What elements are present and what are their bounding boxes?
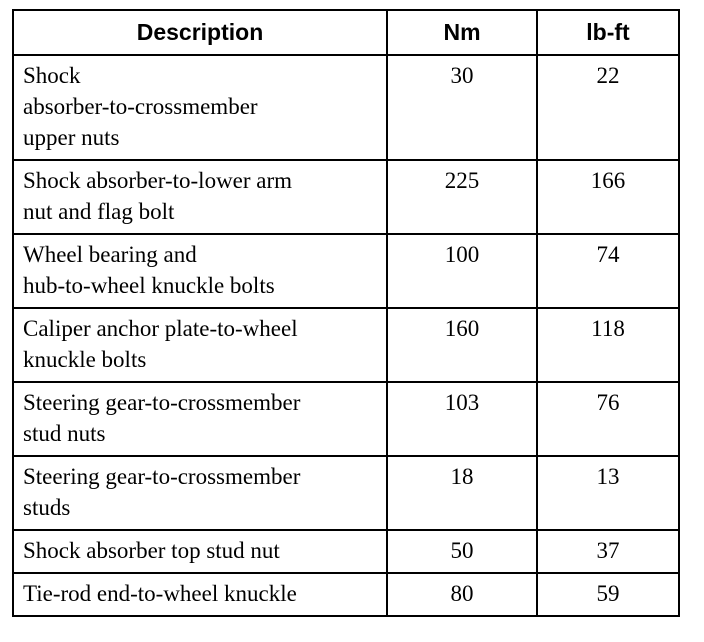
lbft-value: 22: [537, 55, 679, 160]
description-line: knuckle bolts: [23, 347, 147, 372]
header-row: [13, 10, 679, 55]
lbft-value: 59: [537, 573, 679, 616]
description-line: Steering gear-to-crossmember: [23, 390, 301, 415]
description-cell: [13, 456, 387, 530]
table-row: [13, 308, 679, 382]
description-cell: [13, 382, 387, 456]
nm-value: 30: [387, 55, 537, 160]
description-cell: [13, 573, 387, 616]
table-row: [13, 382, 679, 456]
description-line: Wheel bearing and: [23, 242, 197, 267]
nm-value: 18: [387, 456, 537, 530]
lbft-value: 166: [537, 160, 679, 234]
lbft-value: 76: [537, 382, 679, 456]
table-row: [13, 573, 679, 616]
table-row: [13, 456, 679, 530]
nm-value: 160: [387, 308, 537, 382]
description-cell: [13, 55, 387, 160]
description-line: upper nuts: [23, 125, 120, 150]
table-row: [13, 234, 679, 308]
table-row: [13, 530, 679, 573]
description-line: Steering gear-to-crossmember: [23, 464, 301, 489]
description-line: Shock: [23, 63, 81, 88]
torque-spec-table: [12, 9, 680, 617]
header-lbft: lb-ft: [537, 10, 679, 55]
description-line: absorber-to-crossmember: [23, 94, 258, 119]
description-line: Shock absorber-to-lower arm: [23, 168, 293, 193]
header-nm: Nm: [387, 10, 537, 55]
description-line: Tie-rod end-to-wheel knuckle: [23, 581, 297, 606]
description-line: hub-to-wheel knuckle bolts: [23, 273, 275, 298]
lbft-value: 74: [537, 234, 679, 308]
description-line: studs: [23, 495, 71, 520]
description-cell: [13, 234, 387, 308]
table-row: [13, 55, 679, 160]
nm-value: 50: [387, 530, 537, 573]
description-line: Shock absorber top stud nut: [23, 538, 280, 563]
table-row: [13, 160, 679, 234]
header-description: Description: [13, 10, 387, 55]
nm-value: 80: [387, 573, 537, 616]
description-cell: [13, 530, 387, 573]
description-cell: [13, 160, 387, 234]
description-line: nut and flag bolt: [23, 199, 175, 224]
lbft-value: 118: [537, 308, 679, 382]
nm-value: 225: [387, 160, 537, 234]
description-cell: [13, 308, 387, 382]
nm-value: 103: [387, 382, 537, 456]
description-line: Caliper anchor plate-to-wheel: [23, 316, 298, 341]
lbft-value: 37: [537, 530, 679, 573]
nm-value: 100: [387, 234, 537, 308]
description-line: stud nuts: [23, 421, 106, 446]
lbft-value: 13: [537, 456, 679, 530]
